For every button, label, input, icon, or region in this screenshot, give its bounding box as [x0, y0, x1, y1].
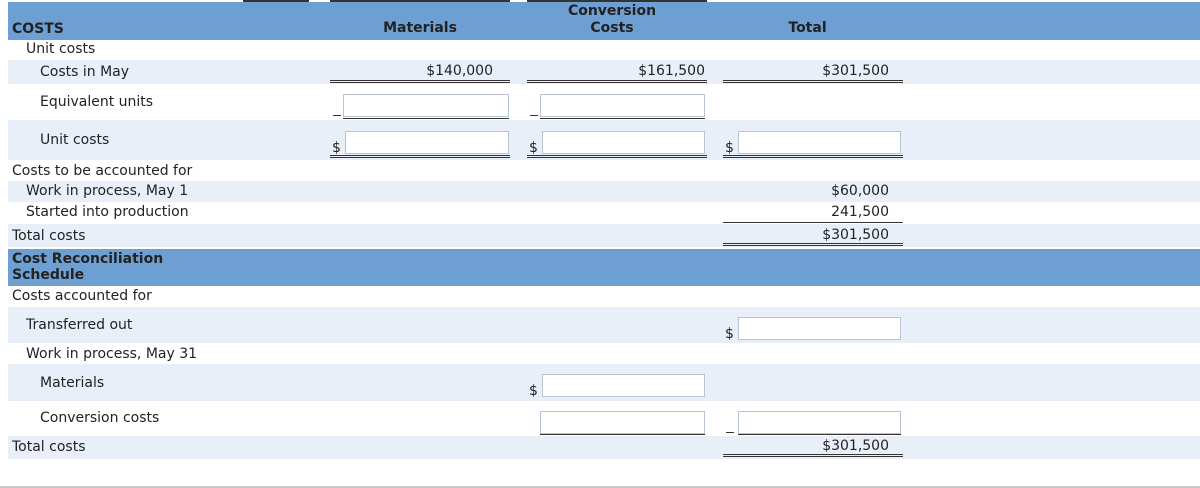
- equivalent-units-materials-input[interactable]: [343, 94, 509, 117]
- input-tick: [726, 432, 734, 433]
- dollar-sign: $: [332, 140, 341, 156]
- double-underline: [527, 155, 707, 158]
- reconciliation-total-label: Total costs: [12, 439, 86, 455]
- wip-materials-label: Materials: [40, 375, 105, 391]
- unit-costs-label: Unit costs: [40, 132, 110, 148]
- unit-cost-conversion-input[interactable]: [542, 131, 705, 154]
- total-column-header: Total: [788, 20, 827, 36]
- double-underline: [723, 454, 903, 457]
- dollar-sign: $: [725, 326, 734, 342]
- wip-conversion-label: Conversion costs: [40, 410, 160, 426]
- wip-may31-label: Work in process, May 31: [26, 346, 198, 362]
- transferred-out-input[interactable]: [738, 317, 901, 340]
- reconciliation-header-band: [8, 249, 1200, 286]
- transferred-out-row: [8, 307, 1200, 343]
- dollar-sign: $: [725, 140, 734, 156]
- double-underline: [723, 243, 903, 246]
- double-underline: [527, 80, 707, 83]
- unit-cost-materials-input[interactable]: [345, 131, 509, 154]
- transferred-out-label: Transferred out: [26, 317, 133, 333]
- unit-costs-heading: Unit costs: [26, 41, 96, 57]
- costs-in-may-label: Costs in May: [40, 64, 130, 80]
- input-tick: [530, 115, 538, 116]
- double-underline: [723, 80, 903, 83]
- equivalent-units-conversion-input[interactable]: [540, 94, 705, 117]
- wip-may1-label: Work in process, May 1: [26, 183, 189, 199]
- dollar-sign: $: [529, 140, 538, 156]
- materials-column-header: Materials: [383, 20, 457, 36]
- dollar-sign: $: [529, 383, 538, 399]
- reconciliation-total-value: $301,500: [822, 438, 889, 454]
- double-underline: [330, 80, 510, 83]
- costs-in-may-total: $301,500: [822, 63, 889, 79]
- costs-in-may-materials: $140,000: [426, 63, 493, 79]
- started-into-production-total: 241,500: [831, 204, 889, 220]
- single-underline: [540, 118, 705, 119]
- double-underline: [330, 155, 510, 158]
- started-into-production-label: Started into production: [26, 204, 189, 220]
- double-underline: [723, 155, 903, 158]
- wip-may1-total: $60,000: [831, 183, 889, 199]
- reconciliation-heading-line2: Schedule: [12, 267, 85, 283]
- conversion-column-header-line1: Conversion: [567, 3, 657, 19]
- total-costs-label: Total costs: [12, 228, 86, 244]
- equivalent-units-label: Equivalent units: [40, 94, 154, 110]
- wip-total-input[interactable]: [738, 411, 901, 434]
- single-underline: [723, 222, 903, 223]
- costs-to-be-accounted-heading: Costs to be accounted for: [12, 163, 193, 179]
- wip-materials-input[interactable]: [542, 374, 705, 397]
- wip-conversion-input[interactable]: [540, 411, 705, 434]
- costs-accounted-for-label: Costs accounted for: [12, 288, 152, 304]
- conversion-column-header-line2: Costs: [590, 20, 634, 36]
- input-tick: [333, 115, 341, 116]
- reconciliation-heading-line1: Cost Reconciliation: [12, 251, 164, 267]
- single-underline: [738, 434, 901, 435]
- total-costs-row: [8, 224, 1200, 247]
- single-underline: [540, 434, 705, 435]
- unit-cost-total-input[interactable]: [738, 131, 901, 154]
- reconciliation-total-row: [8, 436, 1200, 459]
- total-costs-value: $301,500: [822, 227, 889, 243]
- single-underline: [343, 118, 509, 119]
- costs-in-may-conversion: $161,500: [638, 63, 705, 79]
- costs-heading: COSTS: [12, 21, 64, 37]
